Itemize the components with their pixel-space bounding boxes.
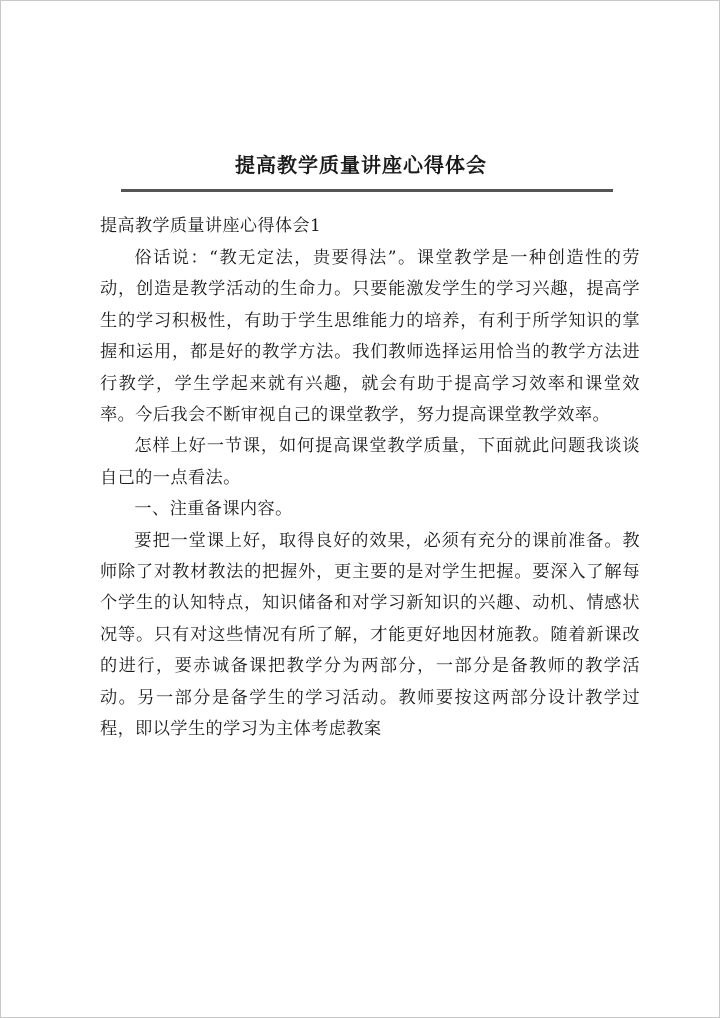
paragraph-3: 一、注重备课内容。 [134,499,293,520]
title-divider [121,189,613,192]
section-heading: 提高教学质量讲座心得体会1 [100,216,322,236]
paragraph-2: 怎样上好一节课，如何提高课堂教学质量，下面就此问题我谈谈自己的一点看法。 [100,436,640,488]
paragraph-1: 俗话说：“教无定法，贵要得法”。课堂教学是一种创造性的劳动，创造是教学活动的生命力。只要能激发学生的学习兴趣，提高学生的学习积极性，有助于学生思维能力的培养，有利于所学知识的掌握和运用，都是好的教学方法。我们教师选择运用恰当的教学方法进行教学，学生学起来就有兴趣，就会有助于提高学习效率和课堂效率。今后我会不断审视自己的课堂教学，努力提高课堂教学效率。 [100,248,640,426]
document-title: 提高教学质量讲座心得体会 [235,153,487,177]
paragraph-4: 要把一堂课上好，取得良好的效果，必须有充分的课前准备。教师除了对教材教法的把握外，更主要的是对学生把握。要深入了解每个学生的认知特点，知识储备和对学习新知识的兴趣、动机、情感状况等。只有对这些情况有所了解，才能更好地因材施教。随着新课改的进行，要赤诚备课把教学分为两部分，一部分是备教师的教学活动。另一部分是备学生的学习活动。教师要按这两部分设计教学过程，即以学生的学习为主体考虑教案 [100,530,640,740]
document-body [100,243,640,746]
